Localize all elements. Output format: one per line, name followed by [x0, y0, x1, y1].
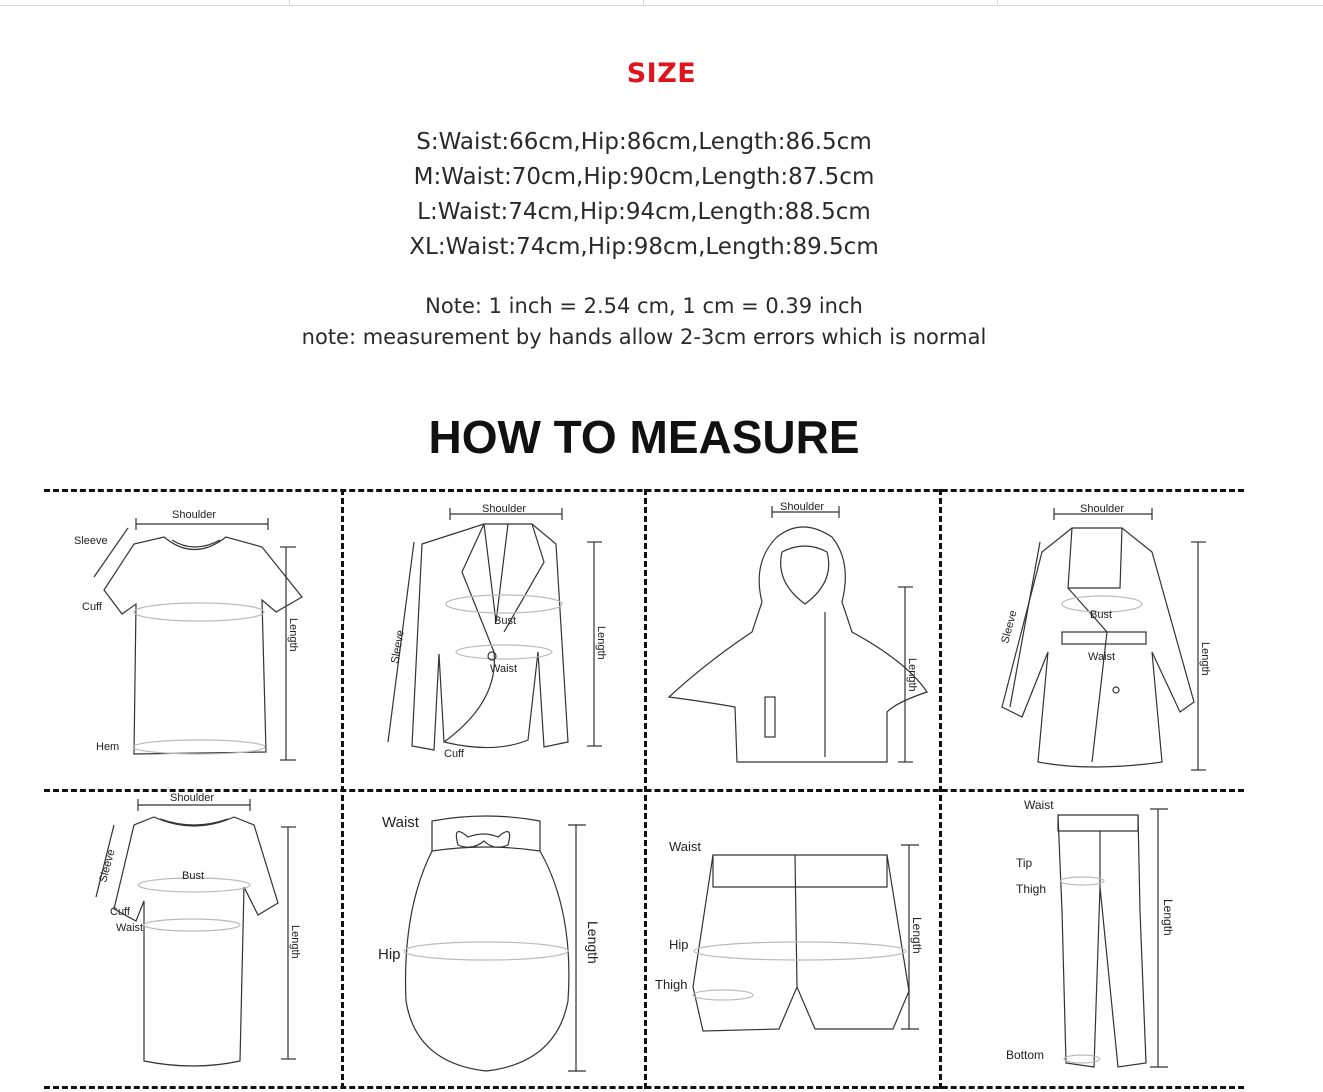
label-waist: Waist [116, 922, 144, 934]
label-length: Length [1161, 899, 1175, 936]
tab-divider [289, 0, 290, 5]
measure-diagram-grid [44, 489, 1244, 1089]
label-waist: Waist [382, 814, 419, 831]
label-cuff: Cuff [110, 906, 130, 918]
label-thigh: Thigh [655, 977, 688, 992]
label-bust: Bust [494, 615, 517, 627]
size-title: SIZE [626, 58, 697, 89]
label-thigh: Thigh [1016, 882, 1047, 896]
label-cuff: Cuff [82, 601, 102, 613]
label-length: Length [287, 618, 299, 652]
size-list [0, 125, 1288, 265]
label-length: Length [1199, 642, 1211, 676]
tab-divider [997, 0, 998, 5]
size-notes [0, 291, 1288, 353]
label-shoulder: Shoulder [482, 503, 527, 515]
trousers-diagram [942, 791, 1240, 1089]
label-length: Length [595, 626, 607, 660]
label-length: Length [906, 658, 918, 692]
label-hip: Hip [669, 937, 689, 952]
label-length: Length [910, 917, 924, 954]
tshirt-diagram [44, 492, 342, 790]
size-row-m: M:Waist:70cm,Hip:90cm,Length:87.5cm [413, 164, 875, 190]
label-shoulder: Shoulder [780, 501, 825, 513]
tab-divider [643, 0, 644, 5]
dress-diagram [44, 791, 342, 1089]
blazer-diagram [344, 492, 642, 790]
label-bust: Bust [1090, 609, 1113, 621]
error-note: note: measurement by hands allow 2-3cm errors which is normal [301, 325, 987, 349]
label-sleeve: Sleeve [389, 629, 407, 665]
label-waist: Waist [669, 839, 702, 854]
label-waist: Waist [1088, 651, 1116, 663]
coat-diagram [942, 492, 1240, 790]
label-length: Length [289, 925, 301, 959]
label-hip: Hip [378, 946, 401, 963]
label-sleeve: Sleeve [999, 609, 1020, 645]
skirt-diagram [344, 791, 642, 1089]
size-row-l: L:Waist:74cm,Hip:94cm,Length:88.5cm [417, 199, 871, 225]
label-waist: Waist [490, 663, 518, 675]
label-waist: Waist [1024, 798, 1054, 812]
label-hem: Hem [96, 741, 120, 753]
label-shoulder: Shoulder [172, 509, 217, 521]
label-cuff: Cuff [444, 748, 464, 760]
label-shoulder: Shoulder [1080, 503, 1125, 515]
label-tip: Tip [1016, 856, 1033, 870]
size-row-xl: XL:Waist:74cm,Hip:98cm,Length:89.5cm [409, 234, 879, 260]
label-bust: Bust [182, 870, 205, 882]
label-bottom: Bottom [1006, 1048, 1045, 1062]
how-to-measure-title: HOW TO MEASURE [428, 411, 860, 463]
cape-diagram [647, 492, 945, 790]
conversion-note: Note: 1 inch = 2.54 cm, 1 cm = 0.39 inch [425, 294, 863, 318]
label-sleeve: Sleeve [74, 535, 108, 547]
label-shoulder: Shoulder [170, 792, 215, 804]
size-row-s: S:Waist:66cm,Hip:86cm,Length:86.5cm [416, 129, 872, 155]
label-sleeve: Sleeve [97, 848, 118, 884]
shorts-diagram [647, 791, 945, 1089]
top-tab-strip [0, 0, 1323, 6]
label-length: Length [585, 921, 601, 964]
